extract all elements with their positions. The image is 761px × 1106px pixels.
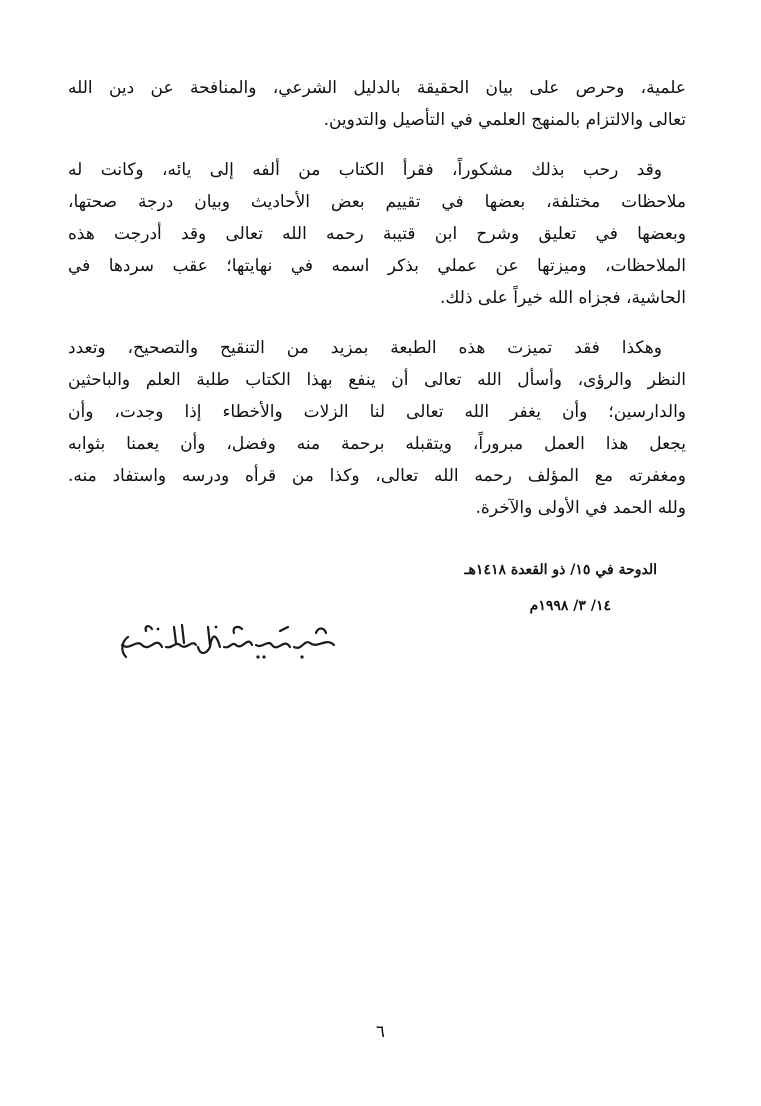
page-number: ٦ xyxy=(375,1022,386,1042)
text-line: ولله الحمد في الأولى والآخرة. xyxy=(475,498,686,518)
text-line: وهكذا فقد تميزت هذه الطبعة بمزيد من التنقيح والتصحيح، وتعدد xyxy=(68,338,662,358)
text-line: وبعضها في تعليق وشرح ابن قتيبة رحمه الله تعالى وقد أدرجت هذه xyxy=(68,224,686,244)
text-line: ملاحظات مختلفة، بعضها في تقييم بعض الأحاديث وبيان درجة صحتها، xyxy=(68,192,686,212)
text-line: الملاحظات، وميزتها عن عملي بذكر اسمه في نهايتها؛ عقب سردها في xyxy=(68,256,686,276)
paragraph-3 xyxy=(68,332,686,524)
text-line: تعالى والالتزام بالمنهج العلمي في التأصيل والتدوين. xyxy=(323,110,686,130)
author-signature xyxy=(112,615,342,665)
text-line: يجعل هذا العمل مبروراً، ويتقبله برحمة منه وفضل، وأن يعمنا بثوابه xyxy=(68,434,686,454)
text-line: علمية، وحرص على بيان الحقيقة بالدليل الشرعي، والمنافحة عن دين الله xyxy=(68,78,686,98)
paragraph-2 xyxy=(68,154,686,314)
signature-graphic xyxy=(112,615,342,665)
text-line: الحاشية، فجزاه الله خيراً على ذلك. xyxy=(440,288,686,308)
text-line: النظر والرؤى، وأسأل الله تعالى أن ينفع بهذا الكتاب طلبة العلم والباحثين xyxy=(68,370,686,390)
text-line: وقد رحب بذلك مشكوراً، فقرأ الكتاب من ألفه إلى يائه، وكانت له xyxy=(68,160,662,180)
text-line: ومغفرته مع المؤلف رحمه الله تعالى، وكذا من قرأه ودرسه واستفاد منه. xyxy=(68,466,686,486)
paragraph-1 xyxy=(68,72,686,136)
hijri-date: الدوحة في ١٥/ ذو القعدة ١٤١٨هـ xyxy=(464,562,657,578)
gregorian-date: ١٤/ ٣/ ١٩٩٨م xyxy=(529,598,611,614)
text-line: والدارسين؛ وأن يغفر الله تعالى لنا الزلات والأخطاء إذا وجدت، وأن xyxy=(68,402,686,422)
